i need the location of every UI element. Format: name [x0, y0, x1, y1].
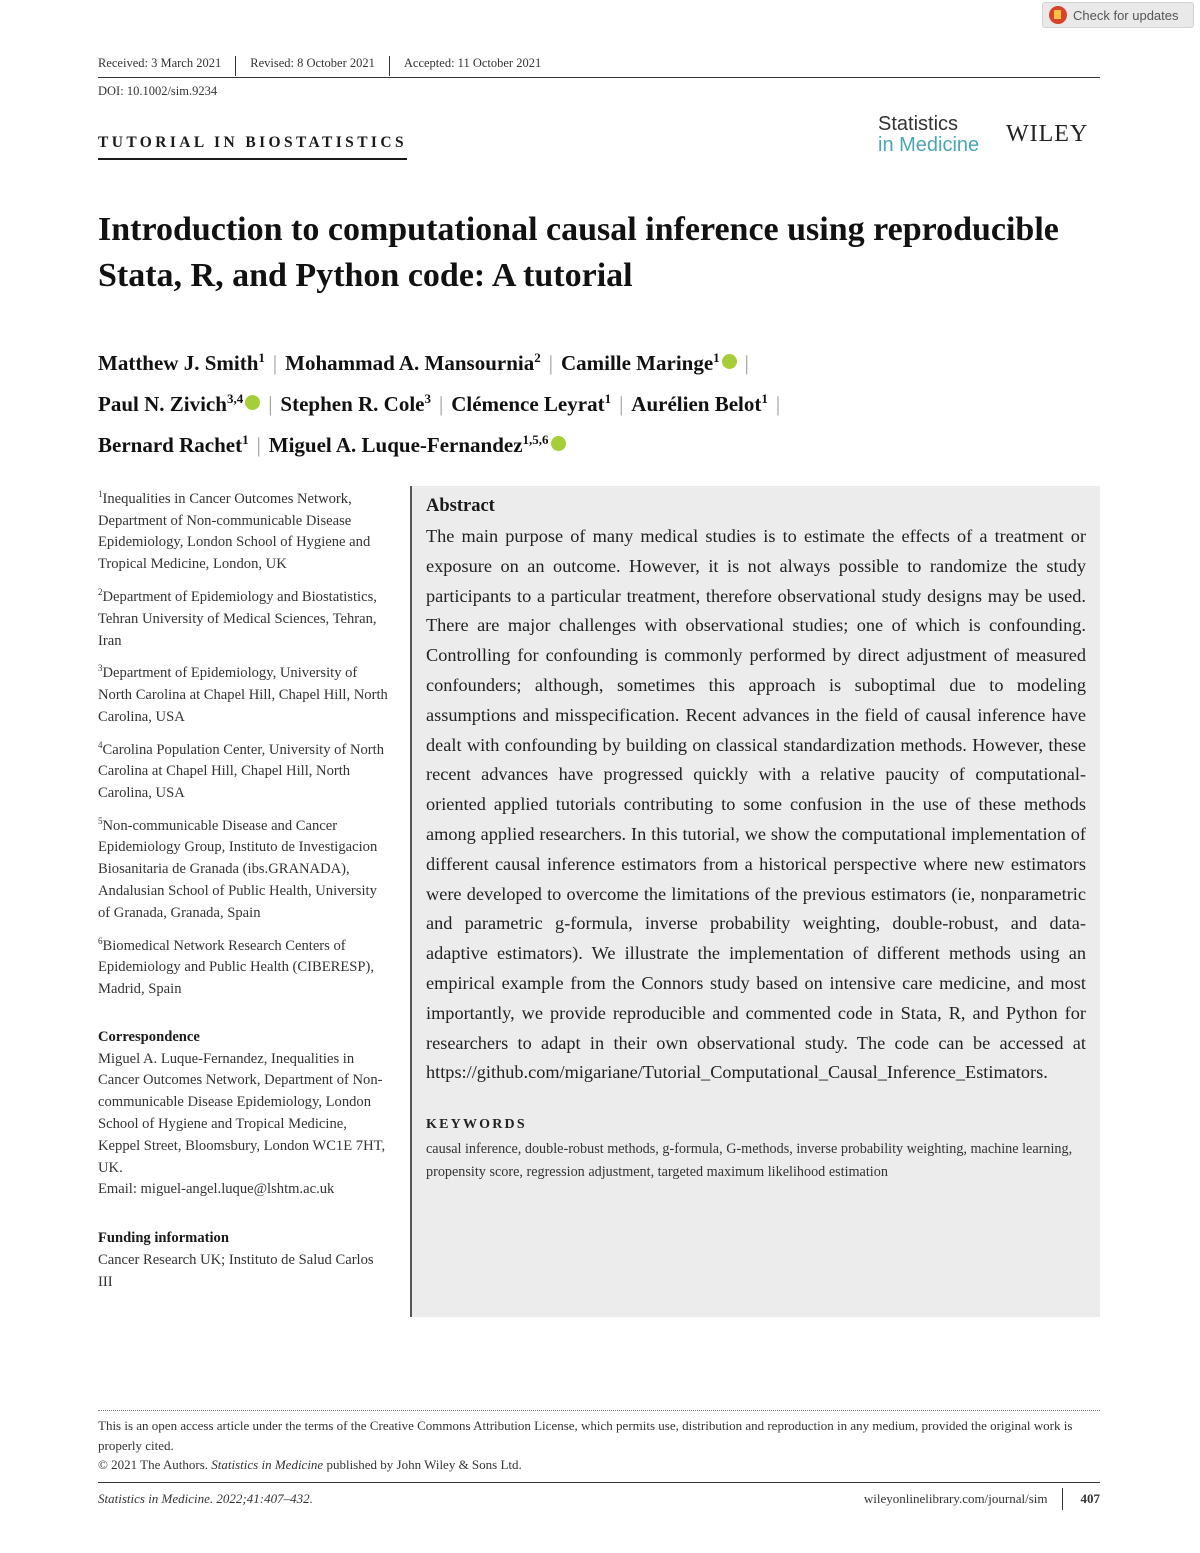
- abstract-panel: [410, 486, 1100, 1317]
- revised-date: Revised: 8 October 2021: [235, 56, 389, 76]
- page-footer: [98, 1482, 1100, 1514]
- keywords-text: causal inference, double-robust methods, g-formula, G-methods, inverse probability weighting, machine learning, propensity score, regression adjustment, targeted maximum likelihood estimation: [426, 1141, 1073, 1180]
- journal-citation: Statistics in Medicine. 2022;41:407–432.: [98, 1490, 313, 1506]
- received-date: Received: 3 March 2021: [98, 56, 222, 70]
- crossmark-icon: [1049, 6, 1067, 24]
- author[interactable]: Matthew J. Smith$^1$: [98, 350, 265, 375]
- author-separator: |: [619, 392, 624, 416]
- article-type-label: TUTORIAL IN BIOSTATISTICS: [98, 134, 407, 160]
- affiliation: $^2$Department of Epidemiology and Biostatistics, Tehran University of Medical Sciences, Tehran, Iran: [98, 587, 377, 649]
- orcid-icon[interactable]: [245, 395, 260, 410]
- journal-logo-line1: Statistics: [878, 113, 959, 135]
- journal-logo: [878, 114, 979, 156]
- author[interactable]: Clémence Leyrat$^1$: [451, 391, 612, 416]
- affiliation: $^4$Carolina Population Center, University of North Carolina at Chapel Hill, Chapel Hill, North Carolina, USA: [98, 739, 385, 801]
- correspondence-text: Miguel A. Luque-Fernandez, Inequalities in Cancer Outcomes Network, Department of Non-communicable Disease Epidemiology, London School of Hygiene and Tropical Medicine, Keppel Street, Bloomsbury, London WC1E 7HT, UK.: [98, 1050, 386, 1176]
- keywords-heading: KEYWORDS: [426, 1117, 527, 1133]
- journal-url[interactable]: wileyonlinelibrary.com/journal/sim: [864, 1488, 1063, 1510]
- article-dates: [98, 56, 1100, 78]
- check-for-updates-button[interactable]: [1042, 2, 1194, 28]
- article-title: Introduction to computational causal inference using reproducible Stata, R, and Python code: A tutorial: [98, 211, 1059, 294]
- funding-text: Cancer Research UK; Instituto de Salud Carlos III: [98, 1252, 374, 1290]
- author[interactable]: Paul N. Zivich$^{3,4}$iD: [98, 392, 260, 416]
- check-for-updates-label: Check for updates: [1073, 7, 1179, 23]
- journal-logo-line2: in Medicine: [878, 134, 980, 156]
- orcid-icon[interactable]: [722, 354, 737, 369]
- author-separator: |: [272, 351, 278, 375]
- author[interactable]: Stephen R. Cole$^3$: [280, 391, 431, 416]
- affiliation: $^3$Department of Epidemiology, University of North Carolina at Chapel Hill, Chapel Hill, North Carolina, USA: [98, 663, 388, 725]
- author[interactable]: Miguel A. Luque-Fernandez$^{1,5,6}$iD: [269, 433, 566, 457]
- doi[interactable]: DOI: 10.1002/sim.9234: [98, 84, 218, 98]
- correspondence-heading: Correspondence: [98, 1028, 200, 1045]
- publisher-logo: WILEY: [1006, 121, 1089, 147]
- license-footnote: [98, 1410, 1100, 1475]
- author-separator: |: [548, 351, 553, 375]
- author[interactable]: Bernard Rachet$^1$: [98, 432, 249, 457]
- sidebar-affiliations: [98, 484, 388, 1294]
- author-separator: |: [256, 433, 261, 457]
- accepted-date: Accepted: 11 October 2021: [389, 56, 555, 76]
- affiliation: $^1$Inequalities in Cancer Outcomes Network, Department of Non-communicable Disease Epidemiology, London School of Hygiene and Tropical Medicine, London, UK: [98, 489, 371, 573]
- author-separator: |: [744, 351, 749, 375]
- page-number: 407: [1080, 1490, 1100, 1506]
- affiliation: $^5$Non-communicable Disease and Cancer Epidemiology Group, Instituto de Investigacion Biosanitaria de Granada (ibs.GRANADA), Andalusian School of Public Health, University of Granada, Granada, Spain: [98, 815, 378, 921]
- author-separator: |: [268, 392, 273, 416]
- affiliation: $^6$Biomedical Network Research Centers of Epidemiology and Public Health (CIBERESP), Madrid, Spain: [98, 935, 375, 998]
- license-text: This is an open access article under the terms of the Creative Commons Attribution License, which permits use, distribution and reproduction in any medium, provided the original work is properly cited.: [98, 1418, 1073, 1453]
- author[interactable]: Aurélien Belot$^1$: [631, 391, 768, 416]
- funding-heading: Funding information: [98, 1230, 229, 1247]
- author[interactable]: Camille Maringe$^1$iD: [561, 351, 737, 375]
- copyright-line: © 2021 The Authors. Statistics in Medicine published by John Wiley & Sons Ltd.: [98, 1457, 522, 1472]
- author-separator: |: [775, 392, 781, 416]
- author-list: [98, 340, 1098, 463]
- abstract-heading: Abstract: [426, 496, 495, 516]
- author-separator: |: [439, 392, 444, 416]
- author[interactable]: Mohammad A. Mansournia$^2$: [285, 350, 541, 375]
- correspondence-email[interactable]: Email: miguel-angel.luque@lshtm.ac.uk: [98, 1181, 335, 1198]
- orcid-icon[interactable]: [551, 436, 566, 451]
- abstract-text: The main purpose of many medical studies is to estimate the effects of a treatment or exposure on an outcome. However, it is not always possible to randomize the study participants to a particular treatment, therefore observational study designs may be used. There are major challenges with observational studies; one of which is confounding. Controlling for confounding is commonly performed by direct adjustment of measured confounders; although, sometimes this approach is suboptimal due to modeling assumptions and misspecification. Recent advances in the field of causal inference have dealt with confounding by building on classical standardization methods. However, these recent advances have progressed quickly with a relative paucity of computational-oriented applied tutorials contributing to some confusion in the use of these methods among applied researchers. In this tutorial, we show the computational implementation of different causal inference estimators from a historical perspective where new estimators were developed to overcome the limitations of the previous estimators (ie, nonparametric and parametric g-formula, inverse probability weighting, double-robust, and data-adaptive estimators). We illustrate the implementation of different methods using an empirical example from the Connors study based on intensive care medicine, and most importantly, we provide reproducible and commented code in Stata, R, and Python for researchers to adapt in their own observational study. The code can be accessed at https://github.com/migariane/Tutorial_Computational_Causal_Inference_Estimators.: [426, 526, 1086, 1083]
